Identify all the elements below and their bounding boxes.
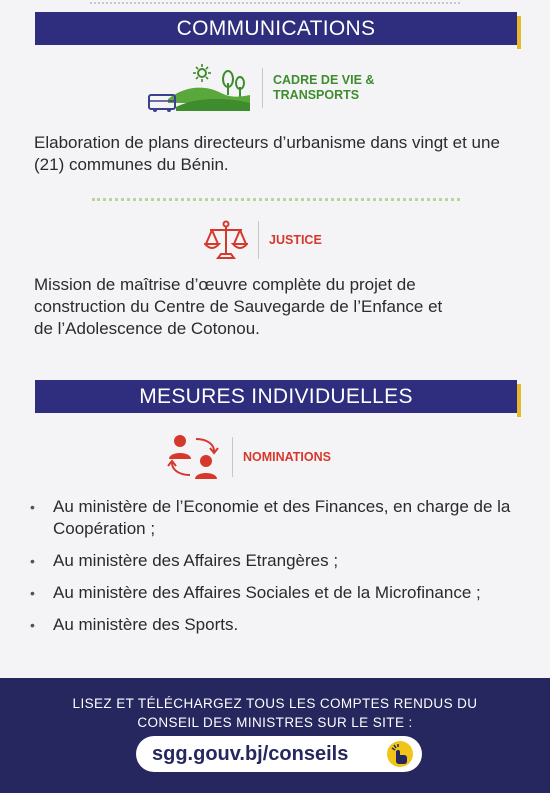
category-label-line2: TRANSPORTS — [273, 88, 360, 102]
list-item: • Au ministère des Affaires Etrangères ; — [30, 550, 520, 572]
category-separator — [258, 221, 259, 259]
cadre-paragraph: Elaboration de plans directeurs d’urbanisme dans vingt et une (21) communes du Bénin. — [34, 133, 500, 174]
footer-line1: LISEZ ET TÉLÉCHARGEZ TOUS LES COMPTES RENDUS DU — [72, 696, 478, 711]
list-item: • Au ministère des Affaires Sociales et de la Microfinance ; — [30, 582, 520, 604]
footer-text — [0, 694, 550, 732]
scales-icon — [204, 218, 248, 262]
nominations-list — [30, 496, 520, 646]
category-nominations — [166, 432, 331, 482]
footer — [0, 678, 550, 793]
justice-paragraph: Mission de maîtrise d’œuvre complète du projet de construction du Centre de Sauvegarde de l’Enfance et de l’Adolescence de Cotonou. — [34, 275, 443, 338]
category-separator — [232, 437, 233, 477]
category-justice — [204, 216, 322, 264]
top-divider — [90, 2, 460, 4]
communications-banner — [35, 12, 517, 45]
site-link-button[interactable] — [136, 736, 422, 772]
category-label-justice: JUSTICE — [269, 232, 322, 247]
dotted-divider — [92, 198, 460, 201]
mesures-title: MESURES INDIVIDUELLES — [139, 384, 413, 408]
list-item: • Au ministère des Sports. — [30, 614, 520, 636]
category-separator — [262, 68, 263, 108]
footer-line2: CONSEIL DES MINISTRES SUR LE SITE : — [137, 715, 413, 730]
people-exchange-icon — [166, 433, 222, 481]
mesures-individuelles-banner — [35, 380, 517, 413]
landscape-bus-icon — [146, 63, 252, 113]
hand-pointer-icon — [386, 740, 414, 768]
category-label-line1: CADRE DE VIE & — [273, 73, 375, 87]
category-cadre-de-vie — [146, 62, 374, 114]
list-item: • Au ministère de l’Economie et des Finances, en charge de la Coopération ; — [30, 496, 520, 540]
category-label-nominations: NOMINATIONS — [243, 449, 331, 464]
communications-title: COMMUNICATIONS — [176, 16, 376, 40]
site-url[interactable]: sgg.gouv.bj/conseils — [152, 742, 349, 765]
